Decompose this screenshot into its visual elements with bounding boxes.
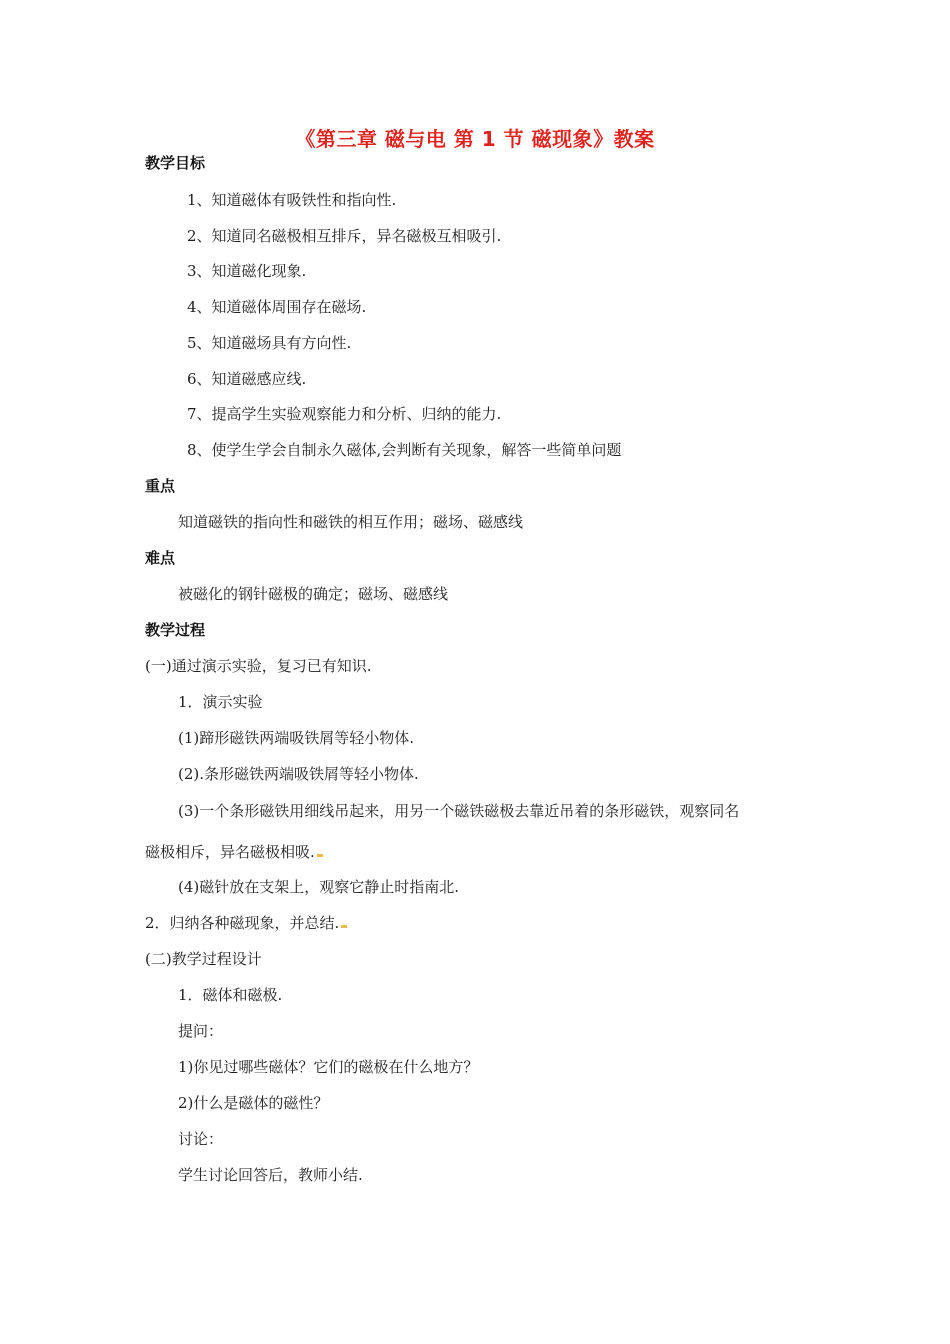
- objective-item: 4、知道磁体周围存在磁场.: [187, 298, 367, 316]
- process-line: (二)教学过程设计: [145, 950, 262, 968]
- objective-item: 2、知道同名磁极相互排斥，异名磁极互相吸引.: [187, 227, 502, 245]
- difficulties-heading: 难点: [145, 549, 176, 567]
- process-line: (一)通过演示实验，复习已有知识.: [145, 657, 372, 675]
- process-line: 1)你见过哪些磁体？它们的磁极在什么地方？: [178, 1058, 479, 1076]
- objective-item: 3、知道磁化现象.: [187, 262, 307, 280]
- highlight-mark: [317, 854, 323, 857]
- process-line: 讨论：: [178, 1130, 224, 1148]
- process-line: 磁极相斥，异名磁极相吸.: [145, 843, 315, 861]
- objective-item: 8、使学生学会自制永久磁体,会判断有关现象，解答一些简单问题: [187, 441, 622, 459]
- process-line: (2).条形磁铁两端吸铁屑等轻小物体.: [178, 765, 419, 783]
- process-line: 学生讨论回答后，教师小结.: [178, 1166, 363, 1184]
- process-line: 提问：: [178, 1022, 224, 1040]
- process-line: (4)磁针放在支架上，观察它静止时指南北.: [178, 878, 460, 896]
- key-points-heading: 重点: [145, 477, 176, 495]
- process-line-wrapper: [145, 912, 347, 933]
- process-line: (1)蹄形磁铁两端吸铁屑等轻小物体.: [178, 729, 415, 747]
- objective-item: 6、知道磁感应线.: [187, 370, 307, 388]
- process-line: 1．演示实验: [178, 693, 263, 711]
- objective-item: 1、知道磁体有吸铁性和指向性.: [187, 191, 397, 209]
- process-heading: 教学过程: [145, 621, 206, 639]
- document-title: 《第三章 磁与电 第 1 节 磁现象》教案: [295, 127, 655, 151]
- objective-item: 7、提高学生实验观察能力和分析、归纳的能力.: [187, 405, 502, 423]
- process-line: (3)一个条形磁铁用细线吊起来，用另一个磁铁磁极去靠近吊着的条形磁铁，观察同名: [178, 802, 740, 820]
- objectives-heading: 教学目标: [145, 154, 206, 172]
- key-points-text: 知道磁铁的指向性和磁铁的相互作用；磁场、磁感线: [178, 513, 524, 531]
- highlight-mark: [341, 925, 347, 928]
- process-line: 2)什么是磁体的磁性？: [178, 1094, 329, 1112]
- process-line: 1．磁体和磁极.: [178, 986, 283, 1004]
- process-line-wrapper: [145, 841, 323, 862]
- process-line: 2．归纳各种磁现象，并总结.: [145, 914, 340, 932]
- difficulties-text: 被磁化的钢针磁极的确定；磁场、磁感线: [178, 585, 449, 603]
- objective-item: 5、知道磁场具有方向性.: [187, 334, 352, 352]
